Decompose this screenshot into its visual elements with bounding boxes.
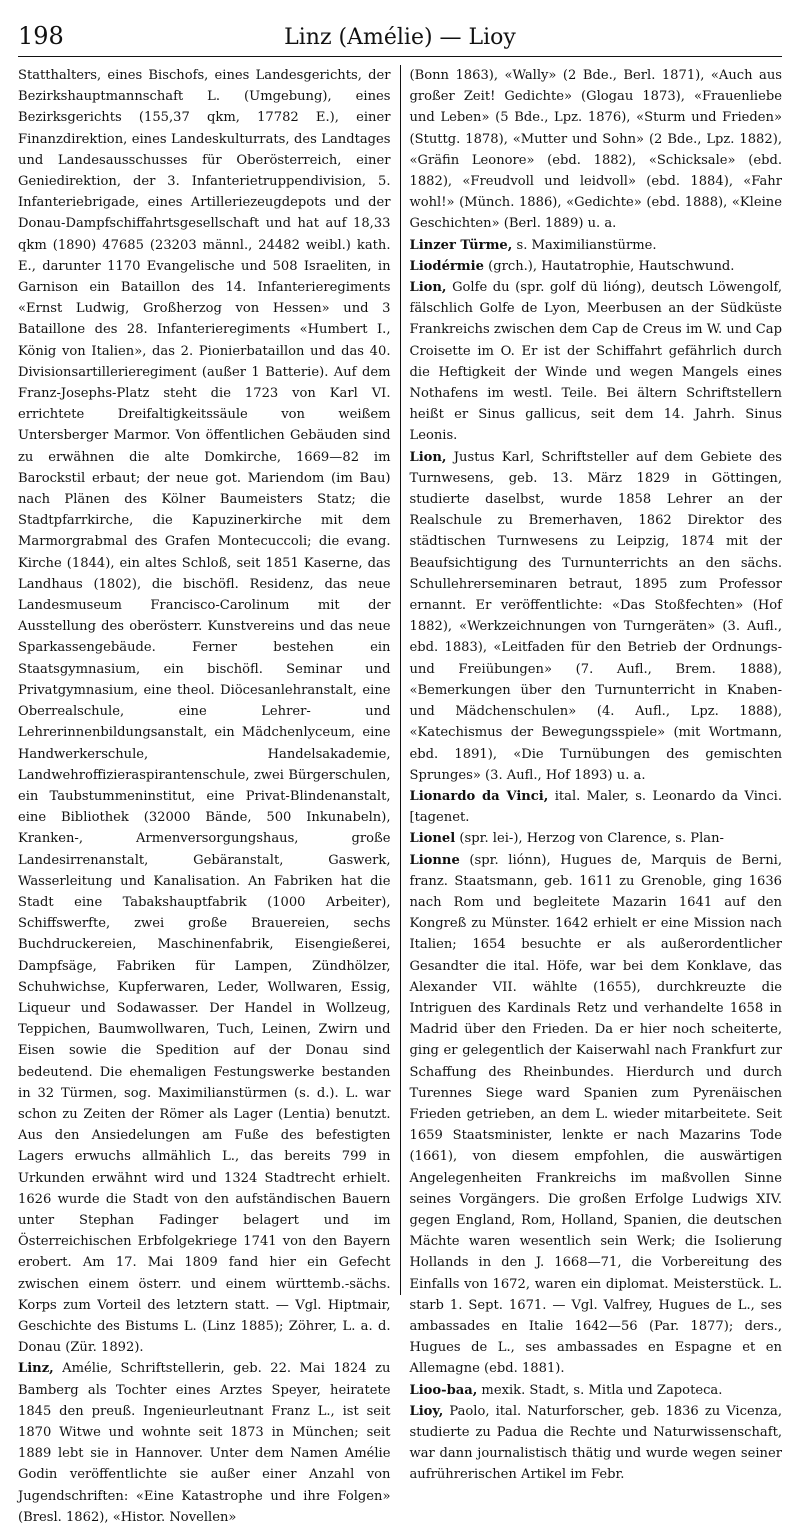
entry-text: Paolo, ital. Naturforscher, geb. 1836 zu Vicenza, studierte zu Padua die Rechte und Naturwissenschaft, war dann journalistisch thätig und wurde wegen seiner aufrührerischen Artikel im Febr. [409, 1403, 782, 1483]
running-head: Linz (Amélie) — Lioy [284, 25, 516, 50]
headword: Lion, [409, 280, 447, 296]
entry-lionel [410, 828, 783, 849]
entry-lion-golfe [410, 277, 783, 447]
page-number: 198 [18, 22, 64, 50]
entry-lioy [410, 1401, 783, 1486]
entry-lionne [410, 850, 783, 1380]
headword: Lionardo da Vinci, [409, 788, 549, 804]
headword: Liodérmie [409, 258, 484, 274]
text-columns [18, 65, 783, 1525]
headword: Linz, [18, 1361, 54, 1377]
entry-lioo-baa [410, 1380, 783, 1401]
entry-linzer-tuerme [410, 235, 783, 256]
headword: Linzer Türme, [409, 237, 513, 253]
entry-lionardo [410, 786, 783, 828]
headword: Lioy, [409, 1403, 444, 1419]
entry-text: Golfe du (spr. golf dü lióng), deutsch Löwengolf, fälschlich Golfe de Lyon, Meerbusen an der Südküste Frankreichs zwischen dem Cap de Creus im W. und Cap Croisette im O. Er ist der Schiffahrt gefährlich durch die Heftigkeit der Winde und wegen Mangels eines Nothafens im westl. Teile. Bei ältern Schriftstellern heißt er Sinus gallicus, seit dem 14. Jahrh. Sinus Leonis. [409, 280, 782, 444]
entry-text: ital. Maler, s. Leonardo da Vinci. [tagenet. [409, 788, 783, 826]
right-column [401, 65, 783, 1483]
continuation-text: Statthalters, eines Bischofs, eines Landesgerichts, der Bezirkshauptmannschaft L. (Umgebung), eines Bezirksgerichts (155,37 qkm, 17782 E.), einer Finanzdirektion, eines Landeskulturrats, des Landtages und Landesausschusses für Oberösterreich, einer Geniedirektion, der 3. Infanterietruppendivision, 5. Infanteriebrigade, eines Artilleriezeugdepots und der Donau-Dampfschiffahrtsgesellschaft und hat auf 18,33 qkm (1890) 47685 (23203 männl., 24482 weibl.) kath. E., darunter 1170 Evangelische und 508 Israeliten, in Garnison ein Bataillon des 14. Infanterieregiments «Ernst Ludwig, Großherzog von Hessen» und 3 Bataillone des 28. Infanterieregiments «Humbert I., König von Italien», das 2. Pionierbataillon und das 40. Divisionsartillerieregiment (außer 1 Batterie). Auf dem Franz-Josephs-Platz steht die 1723 von Karl VI. errichtete Dreifaltigkeitssäule von weißem Untersberger Marmor. Von öffentlichen Gebäuden sind zu erwähnen die alte Domkirche, 1669—82 im Barockstil erbaut; der neue got. Mariendom (im Bau) nach Plänen des Kölner Baumeisters Statz; die Stadtpfarrkirche, die Kapuzinerkirche mit dem Marmorgrabmal des Grafen Montecuccoli; die evang. Kirche (1844), ein altes Schloß, seit 1851 Kaserne, das Landhaus (1802), die bischöfl. Residenz, das neue Landesmuseum Francisco-Carolinum mit der Ausstellung des oberösterr. Kunstvereins und das neue Sparkassengebäude. Ferner bestehen ein Staatsgymnasium, ein bischöfl. Seminar und Privatgymnasium, eine theol. Diöcesanlehranstalt, eine Oberrealschule, eine Lehrer- und Lehrerinnenbildungsanstalt, ein Mädchenlyceum, eine Handwerkerschule, Handelsakademie, Landwehroffizieraspirantenschule, zwei Bürgerschulen, ein Taubstummeninstitut, eine Privat-Blindenanstalt, eine Bibliothek (32000 Bände, 500 Inkunabeln), Kranken-, Armenversorgungshaus, große Landesirrenanstalt, Gebäranstalt, Gaswerk, Wasserleitung und Kanalisation. An Fabriken hat die Stadt eine Tabakshauptfabrik (1000 Arbeiter), Schiffswerfte, zwei große Brauereien, sechs Buchdruckereien, Maschinenfabrik, Eisengießerei, Dampfsäge, Fabriken für Lampen, Zündhölzer, Schuhwichse, Kupferwaren, Leder, Wollwaren, Essig, Liqueur und Sodawasser. Der Handel in Wollzeug, Teppichen, Baumwollwaren, Tuch, Leinen, Zwirn und Eisen sowie die Spedition auf der Donau sind bedeutend. Die ehemaligen Festungswerke bestanden in 32 Türmen, sog. Maximilianstürmen (s. d.). L. war schon zu Zeiten der Römer als Lager (Lentia) benutzt. Aus den Ansiedelungen am Fuße des befestigten Lagers erwuchs allmählich L., das bereits 799 in Urkunden erwähnt wird und 1324 Stadtrecht erhielt. 1626 wurde die Stadt von den aufständischen Bauern unter Stephan Fadinger belagert und im Österreichischen Erbfolgekriege 1741 von den Bayern erobert. Am 17. Mai 1809 fand hier ein Gefecht zwischen einem österr. und einem württemb.-sächs. Korps zum Vorteil des letztern statt. — Vgl. Hiptmair, Geschichte des Bistums L. (Linz 1885); Zöhrer, L. a. d. Donau (Zür. 1892). [18, 68, 391, 1356]
entry-text: mexik. Stadt, s. Mitla und Zapoteca. [477, 1382, 723, 1398]
entry-text: Justus Karl, Schriftsteller auf dem Gebiete des Turnwesens, geb. 13. März 1829 in Göttingen, studierte daselbst, wurde 1858 Lehrer an der Realschule zu Bremerhaven, 1862 Direktor des städtischen Turnwesens zu Leipzig, 1874 mit der Beaufsichtigung des Turnunterrichts an den sächs. Schullehrerseminaren betraut, 1895 zum Professor ernannt. Er veröffentlichte: «Das Stoßfechten» (Hof 1882), «Werkzeichnungen von Turngeräten» (3. Aufl., ebd. 1883), «Leitfaden für den Betrieb der Ordnungs- und Freiübungen» (7. Aufl., Brem. 1888), «Bemerkungen über den Turnunterricht in Knaben- und Mädchenschulen» (4. Aufl., Lpz. 1888), «Katechismus der Bewegungsspiele» (mit Wortmann, ebd. 1891), «Die Turnübungen des gemischten Sprunges» (3. Aufl., Hof 1893) u. a. [409, 449, 782, 783]
entry-text: (spr. lei-), Herzog von Clarence, s. Plan- [455, 831, 724, 847]
headword: Lionel [409, 831, 456, 847]
entry-lion-justus [410, 447, 783, 786]
headword: Lioo-baa, [409, 1382, 478, 1398]
left-column [18, 65, 401, 1525]
entry-linz-amelie [18, 1358, 391, 1528]
continuation-text: (Bonn 1863), «Wally» (2 Bde., Berl. 1871), «Auch aus großer Zeit! Gedichte» (Glogau 1873), «Frauenliebe und Leben» (5 Bde., Lpz. 1876), «Sturm und Frieden» (Stuttg. 1878), «Mutter und Sohn» (2 Bde., Lpz. 1882), «Gräfin Leonore» (ebd. 1882), «Schicksale» (ebd. 1882), «Freudvoll und leidvoll» (ebd. 1884), «Fahr wohl!» (Münch. 1886), «Gedichte» (ebd. 1888), «Kleine Geschichten» (Berl. 1889) u. a. [409, 68, 782, 232]
entry-text: (spr. liónn), Hugues de, Marquis de Berni, franz. Staatsmann, geb. 1611 zu Grenoble, ging 1636 nach Rom und begleitete Mazarin 1641 auf den Kongreß zu Münster. 1642 erhielt er eine Mission nach Italien; 1654 besuchte er als außerordentlicher Gesandter die ital. Höfe, war bei dem Konklave, das Alexander VII. wählte (1655), durchkreuzte die Intriguen des Kardinals Retz und verhandelte 1658 in Madrid über den Frieden. Da er hier noch scheiterte, ging er gelegentlich der Kaiserwahl nach Frankfurt zur Schaffung des Rheinbundes. Hierdurch und durch Turennes Siege ward Spanien zum Pyrenäischen Frieden getrieben, an dem L. wieder mitarbeitete. Seit 1659 Staatsminister, lenkte er nach Mazarins Tode (1661), von diesem empfohlen, die auswärtigen Angelegenheiten Frankreichs im maßvollen Sinne seines Vorgängers. Die großen Erfolge Ludwigs XIV. gegen England, Rom, Holland, Spanien, die deutschen Mächte waren wesentlich sein Werk; die Isolierung Hollands in den J. 1668—71, die Vorbereitung des Einfalls von 1672, waren ein diplomat. Meisterstück. L. starb 1. Sept. 1671. — Vgl. Valfrey, Hugues de L., ses ambassades en Italie 1642—56 (Par. 1877); ders., Hugues de L., ses ambassades en Espagne et en Allemagne (ebd. 1881). [409, 852, 782, 1377]
entry-text: (grch.), Hautatrophie, Hautschwund. [483, 258, 735, 274]
entry-continuation [410, 65, 783, 235]
entry-text: s. Maximilianstürme. [512, 237, 657, 253]
entry-liodermie [410, 256, 783, 277]
headword: Lion, [409, 449, 447, 465]
headword: Lionne [409, 852, 460, 868]
entry-text: Amélie, Schriftstellerin, geb. 22. Mai 1824 zu Bamberg als Tochter eines Arztes Speyer, heiratete 1845 den preuß. Ingenieurleutnant Franz L., ist seit 1870 Witwe und wohnte seit 1873 in München; seit 1889 lebt sie in Hannover. Unter dem Namen Amélie Godin veröffentlichte sie außer einer Anzahl von Jugendschriften: «Eine Katastrophe und ihre Folgen» (Bresl. 1862), «Histor. Novellen» [18, 1361, 391, 1525]
page-header [18, 22, 782, 57]
entry-continuation [18, 65, 391, 1358]
